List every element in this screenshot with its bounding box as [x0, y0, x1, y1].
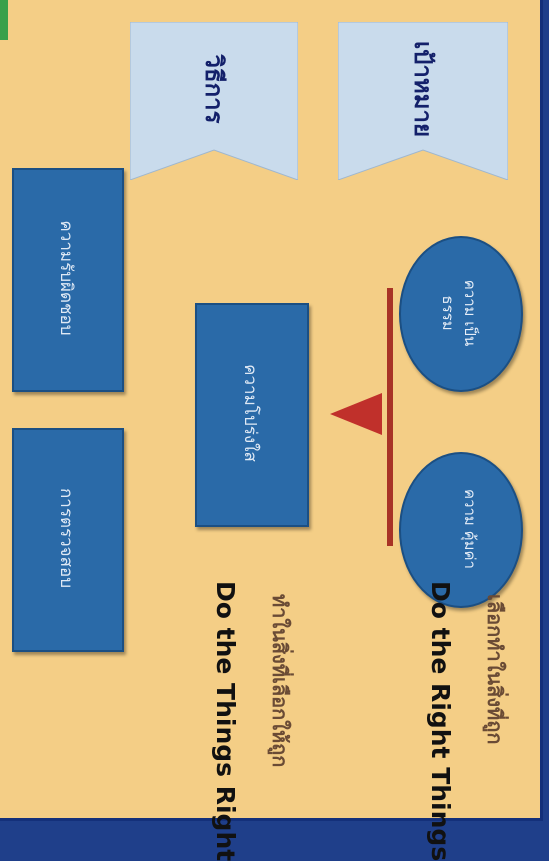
fairness-label: ความ เป็นธรรม: [439, 279, 479, 347]
green-edge-strip: [0, 0, 8, 40]
goal-label: เป้าหมาย: [409, 40, 437, 138]
do-right-things-caption: Do the Right Things: [426, 581, 455, 861]
auditability-label: การตรวจสอบ: [56, 487, 76, 589]
method-label: วิธีการ: [200, 54, 228, 124]
transparency-label: ความโปร่งใส: [240, 364, 260, 462]
balance-beam: [387, 288, 393, 546]
fulcrum-triangle: [330, 393, 382, 435]
accountability-label: ความรับผิดชอบ: [56, 220, 76, 336]
choose-right-caption: เลือกทำในสิ่งที่ถูก: [483, 594, 507, 745]
do-things-right-caption: Do the Things Right: [211, 581, 240, 861]
do-correctly-caption: ทำในสิ่งที่เลือกให้ถูก: [268, 594, 292, 768]
value-label: ความ คุ้มค่า: [461, 489, 479, 569]
